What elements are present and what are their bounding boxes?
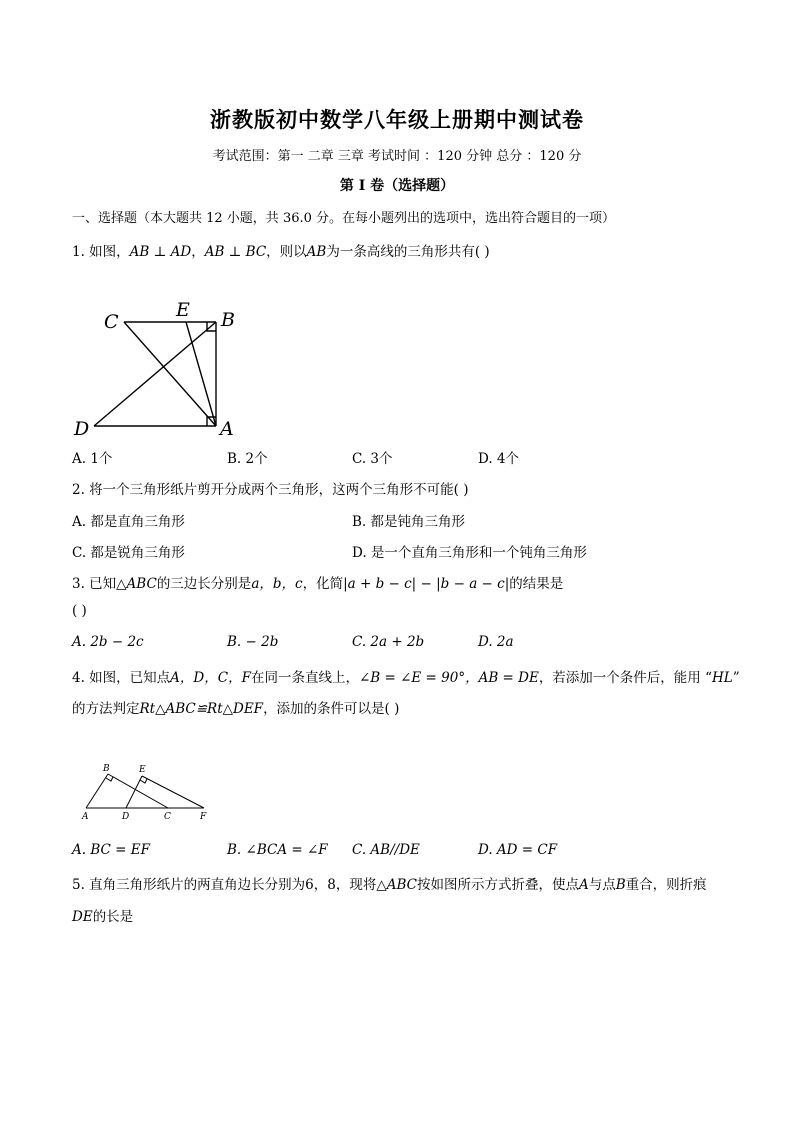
q3-option-c: C. 2a + 2b xyxy=(352,634,425,650)
part-heading: 一、选择题（本大题共 12 小题，共 36.0 分。在每小题列出的选项中，选出符合题目的一项） xyxy=(72,211,616,226)
q3-answer-paren: ( ) xyxy=(72,603,87,619)
q1-option-d: D. 4个 xyxy=(478,451,520,467)
q4-label-b: B xyxy=(103,764,110,774)
q4-right-angle-e xyxy=(140,779,147,783)
q4-stem-line2: 的方法判定Rt△ABC≌Rt△DEF，添加的条件可以是( ) xyxy=(72,701,400,717)
q2-stem: 2. 将一个三角形纸片剪开分成两个三角形，这两个三角形不可能( ) xyxy=(72,482,469,498)
q1-label-d: D xyxy=(74,418,90,440)
q4-label-c: C xyxy=(164,812,171,822)
q4-segment-bc xyxy=(108,774,168,808)
q1-segment-ca xyxy=(124,322,216,426)
q5-stem-line1: 5. 直角三角形纸片的两直角边长分别为6，8，现将△ABC按如图所示方式折叠，使点A与点B重合，则折痕 xyxy=(72,877,707,893)
q4-stem-line1: 4. 如图，已知点A，D，C，F在同一条直线上，∠B = ∠E = 90°，AB = DE，若添加一个条件后，能用 “HL” xyxy=(72,670,740,686)
q2-option-d: D. 是一个直角三角形和一个钝角三角形 xyxy=(352,545,587,561)
q3-option-d: D. 2a xyxy=(478,634,514,650)
q4-option-a: A. BC = EF xyxy=(72,842,150,858)
q1-label-b: B xyxy=(221,309,235,331)
q4-option-c: C. AB//DE xyxy=(352,842,420,858)
q3-option-b: B. − 2b xyxy=(227,634,279,650)
q1-segment-ea xyxy=(186,322,216,426)
q2-option-a: A. 都是直角三角形 xyxy=(72,514,185,530)
q1-label-c: C xyxy=(104,311,119,333)
q4-segment-ab xyxy=(86,774,108,808)
q3-stem: 3. 已知△ABC的三边长分别是a，b，c，化简|a + b − c| − |b − a − c|的结果是 xyxy=(72,576,564,592)
q1-stem: 1. 如图，AB ⊥ AD，AB ⊥ BC，则以AB为一条高线的三角形共有( ) xyxy=(72,244,490,260)
section-title: 第 I 卷（选择题） xyxy=(339,178,455,194)
q4-figure xyxy=(74,760,214,824)
q1-figure xyxy=(70,292,250,442)
q2-option-c: C. 都是锐角三角形 xyxy=(72,545,185,561)
q4-option-b: B. ∠BCA = ∠F xyxy=(227,842,328,858)
q3-option-a: A. 2b − 2c xyxy=(72,634,144,650)
q5-stem-line2: DE的长是 xyxy=(72,909,134,925)
q1-option-c: C. 3个 xyxy=(352,451,393,467)
q2-option-b: B. 都是钝角三角形 xyxy=(352,514,466,530)
exam-title: 浙教版初中数学八年级上册期中测试卷 xyxy=(210,107,584,132)
q4-label-a: A xyxy=(82,812,89,822)
exam-meta: 考试范围：第一 二章 三章 考试时间 ：120 分钟 总分 ：120 分 xyxy=(212,149,582,164)
q4-label-e: E xyxy=(139,765,146,775)
q1-option-a: A. 1个 xyxy=(72,451,113,467)
q4-label-f: F xyxy=(200,812,207,822)
q1-label-e: E xyxy=(176,299,190,321)
q4-segment-ef xyxy=(142,776,204,808)
q4-option-d: D. AD = CF xyxy=(478,842,558,858)
q1-label-a: A xyxy=(220,418,234,440)
q1-segment-db xyxy=(94,322,216,426)
q4-label-d: D xyxy=(122,812,130,822)
q4-right-angle-b xyxy=(106,777,113,781)
q1-option-b: B. 2个 xyxy=(227,451,268,467)
